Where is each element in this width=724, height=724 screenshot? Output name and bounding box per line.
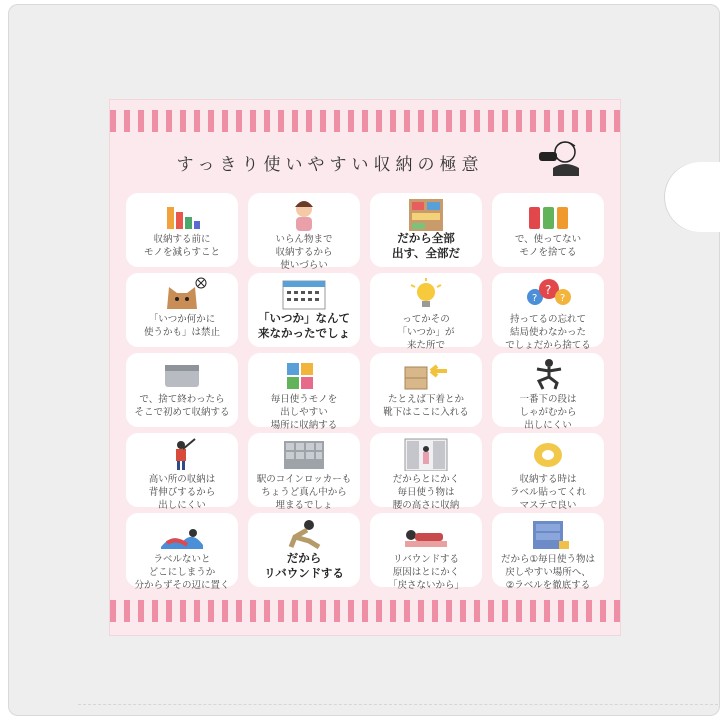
tips-grid (122, 190, 608, 590)
lightbulb-icon (401, 277, 451, 311)
messy-shelf-icon (401, 197, 451, 231)
drawer-arrow-icon (401, 357, 451, 391)
tip-caption: 毎日使うモノを 出しやすい 場所に収納する (270, 394, 338, 431)
closet-person-icon (401, 437, 451, 471)
shiba-dog-icon (157, 277, 207, 311)
tip-caption: だから全部 出す、全部だ (391, 231, 461, 260)
tip-caption: 収納する時は ラベル貼ってくれ マステで良い (509, 474, 586, 511)
tip-caption: 駅のコインロッカーも ちょうど真ん中から 埋まるでしょ (256, 474, 352, 511)
tip-card (492, 433, 604, 511)
reaching-person-icon (157, 437, 207, 471)
tip-card (492, 193, 604, 267)
kneeling-person-icon (279, 517, 329, 551)
stressed-woman-icon (279, 197, 329, 231)
tip-card (370, 433, 482, 511)
tip-caption: 一番下の段は しゃがむから 出しにくい (519, 394, 577, 431)
question-bubbles-icon (523, 277, 573, 311)
tip-card (248, 193, 360, 271)
svg-text:?: ? (532, 293, 538, 304)
tip-card (370, 193, 482, 267)
clothes-pile-icon (157, 517, 207, 551)
bar-chart-icon (157, 197, 207, 231)
poster-title: すっきり使いやすい収納の極意 (176, 155, 484, 175)
bottom-stripe-border (110, 600, 620, 622)
binoculars-woman-icon (535, 138, 585, 176)
tip-caption: 収納する前に モノを減らすこと (144, 234, 220, 258)
tip-card (248, 353, 360, 431)
tip-caption: いらん物まで 収納するから 使いづらい (275, 234, 333, 271)
puzzle-pieces-icon (279, 357, 329, 391)
storage-box-icon (157, 357, 207, 391)
tip-card (126, 513, 238, 591)
tip-caption: 「いつか」なんて 来なかったでしょ (258, 311, 350, 340)
file-cabinet-icon (523, 517, 573, 551)
tip-card (126, 433, 238, 511)
tip-card (492, 353, 604, 431)
tip-caption: 高い所の収納は 背伸びするから 出しにくい (148, 474, 216, 511)
tip-card (248, 273, 360, 347)
svg-text:?: ? (560, 293, 566, 304)
tip-card (492, 513, 604, 591)
trash-bins-icon (523, 197, 573, 231)
coin-locker-icon (279, 437, 329, 471)
tip-caption: リバウンドする 原因はとにかく 「戻さないから」 (387, 554, 464, 591)
folder-seam (78, 704, 718, 705)
tip-caption: ラベルないと どこにしまうか 分からずその辺に置く (134, 554, 230, 591)
tip-card (370, 273, 482, 351)
folder-thumb-notch (664, 162, 724, 232)
tip-card (126, 273, 238, 347)
tip-caption: で、使ってない モノを捨てる (514, 234, 582, 258)
tip-caption: だから①毎日使う物は 戻しやすい場所へ、 ②ラベルを徹底する (500, 554, 596, 591)
svg-text:?: ? (545, 283, 552, 297)
tip-card (248, 433, 360, 511)
tip-card (126, 193, 238, 267)
tip-caption: ってかその 「いつか」が 来た所で (397, 314, 455, 351)
tip-card (492, 273, 604, 351)
tip-caption: 「いつか何かに 使うかも」は禁止 (143, 314, 220, 338)
tip-caption: だからとにかく 毎日使う物は 腰の高さに収納 (392, 474, 460, 511)
tip-caption: で、捨て終わったら そこで初めて収納する (134, 394, 230, 418)
squatting-person-icon (523, 357, 573, 391)
calendar-icon (279, 277, 329, 311)
lying-person-icon (401, 517, 451, 551)
tip-card (248, 513, 360, 587)
tip-card (126, 353, 238, 427)
tip-caption: だから リバウンドする (264, 551, 344, 580)
storage-tips-poster (110, 100, 620, 635)
tip-card (370, 353, 482, 427)
top-stripe-border (110, 110, 620, 132)
masking-tape-icon (523, 437, 573, 471)
tip-card (370, 513, 482, 591)
tip-caption: たとえば下着とか 靴下はここに入れる (383, 394, 469, 418)
tip-caption: 持ってるの忘れて 結局使わなかった でしょだから捨てる (505, 314, 591, 351)
